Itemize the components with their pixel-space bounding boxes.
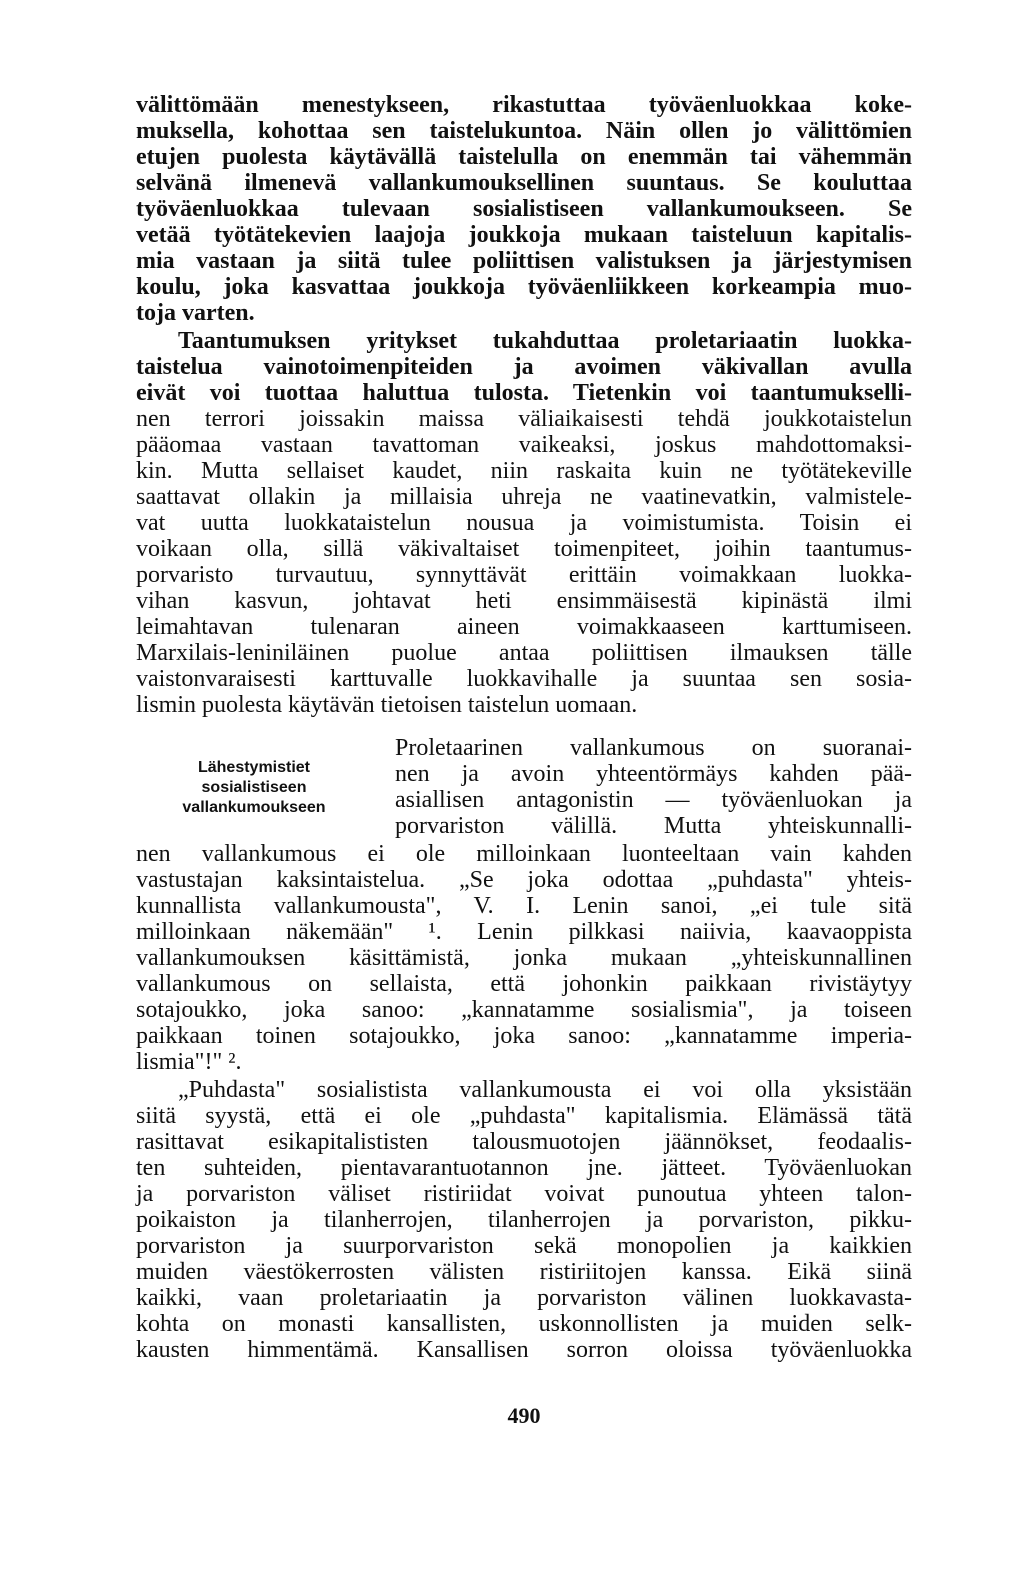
text-line: saattavat ollakin ja millaisia uhreja ne vaatinevatkin, valmistele- [136,484,912,510]
text-line: asiallisen antagonistin — työväenluokan ja [395,787,912,813]
text-line: siitä syystä, että ei ole „puhdasta" kapitalismia. Elämässä tätä [136,1103,912,1129]
text-line: vallankumous on sellaista, että johonkin paikkaan rivistäytyy [136,971,912,997]
text-line: vaistonvaraisesti karttuvalle luokkavihalle ja suuntaa sen sosia- [136,666,912,692]
text-line: nen terrori joissakin maissa väliaikaisesti tehdä joukkotaistelun [136,406,912,432]
margin-heading-line: vallankumoukseen [182,799,326,816]
text-line: kausten himmentämä. Kansallisen sorron oloissa työväenluokka [136,1337,912,1363]
text-line: Taantumuksen yritykset tukahduttaa proletariaatin luokka- [178,328,912,354]
text-line: nen vallankumous ei ole milloinkaan luonteeltaan vain kahden [136,841,912,867]
text-line: toja varten. [136,300,255,326]
margin-heading [138,758,370,818]
margin-heading-line: Lähestymistiet [197,759,311,776]
text-line: kaikki, vaan proletariaatin ja porvariston välinen luokkavasta- [136,1285,912,1311]
text-line: ten suhteiden, pientavarantuotannon jne. jätteet. Työväenluokan [136,1155,912,1181]
text-line: muksella, kohottaa sen taistelukuntoa. Näin ollen jo välittömien [136,118,912,144]
text-line: koulu, joka kasvattaa joukkoja työväenliikkeen korkeampia muo- [136,274,912,300]
text-line: muiden väestökerrosten välisten ristiriitojen kanssa. Eikä siinä [136,1259,912,1285]
text-line: voikaan olla, sillä väkivaltaiset toimenpiteet, joihin taantumus- [136,536,912,562]
text-line: ja porvariston väliset ristiriidat voivat punoutua yhteen talon- [136,1181,912,1207]
margin-heading-line: sosialistiseen [201,779,307,796]
text-line: kohta on monasti kansallisten, uskonnollisten ja muiden selk- [136,1311,912,1337]
text-line: porvaristo turvautuu, synnyttävät erittäin voimakkaan luokka- [136,562,912,588]
text-line: Proletaarinen vallankumous on suoranai- [395,735,912,761]
text-line: vihan kasvun, johtavat heti ensimmäisestä kipinästä ilmi [136,588,912,614]
text-line: vetää työtätekevien laajoja joukkoja mukaan taisteluun kapitalis- [136,222,912,248]
page-number: 490 [507,1403,541,1428]
text-line: eivät voi tuottaa haluttua tulosta. Tietenkin voi taantumukselli- [136,380,912,406]
text-line: taistelua vainotoimenpiteiden ja avoimen väkivallan avulla [136,354,912,380]
text-line: vat uutta luokkataistelun nousua ja voimistumista. Toisin ei [136,510,912,536]
text-line: porvariston ja suurporvariston sekä monopolien ja kaikkien [136,1233,912,1259]
text-line: välittömään menestykseen, rikastuttaa työväenluokkaa koke- [136,92,912,118]
text-line: kunnallista vallankumousta", V. I. Lenin sanoi, „ei tule sitä [136,893,912,919]
text-line: vallankumouksen käsittämistä, jonka mukaan „yhteiskunnallinen [136,945,912,971]
text-line: lismia"!" ². [136,1049,242,1075]
text-line: etujen puolesta käytävällä taistelulla on enemmän tai vähemmän [136,144,912,170]
text-line: milloinkaan näkemään" ¹. Lenin pilkkasi naiivia, kaavaoppista [136,919,912,945]
text-line: työväenluokkaa tulevaan sosialistiseen vallankumoukseen. Se [136,196,912,222]
text-line: vastustajan kaksintaistelua. „Se joka odottaa „puhdasta" yhteis- [136,867,912,893]
text-line: Marxilais-leniniläinen puolue antaa poliittisen ilmauksen tälle [136,640,912,666]
text-line: paikkaan toinen sotajoukko, joka sanoo: „kannatamme imperia- [136,1023,912,1049]
text-line: kin. Mutta sellaiset kaudet, niin raskaita kuin ne työtätekeville [136,458,912,484]
text-line: porvariston välillä. Mutta yhteiskunnalli- [395,813,912,839]
text-line: selvänä ilmenevä vallankumouksellinen suuntaus. Se kouluttaa [136,170,912,196]
text-line: rasittavat esikapitalististen talousmuotojen jäännökset, feodaalis- [136,1129,912,1155]
text-line: pääomaa vastaan tavattoman vaikeaksi, joskus mahdottomaksi- [136,432,912,458]
text-line: poikaiston ja tilanherrojen, tilanherrojen ja porvariston, pikku- [136,1207,912,1233]
text-line: mia vastaan ja siitä tulee poliittisen valistuksen ja järjestymisen [136,248,912,274]
text-line: „Puhdasta" sosialistista vallankumousta ei voi olla yksistään [178,1077,912,1103]
text-line: leimahtavan tulenaran aineen voimakkaaseen karttumiseen. [136,614,912,640]
text-line: nen ja avoin yhteentörmäys kahden pää- [395,761,912,787]
text-line: lismin puolesta käytävän tietoisen taistelun uomaan. [136,692,638,718]
text-line: sotajoukko, joka sanoo: „kannatamme sosialismia", ja toiseen [136,997,912,1023]
